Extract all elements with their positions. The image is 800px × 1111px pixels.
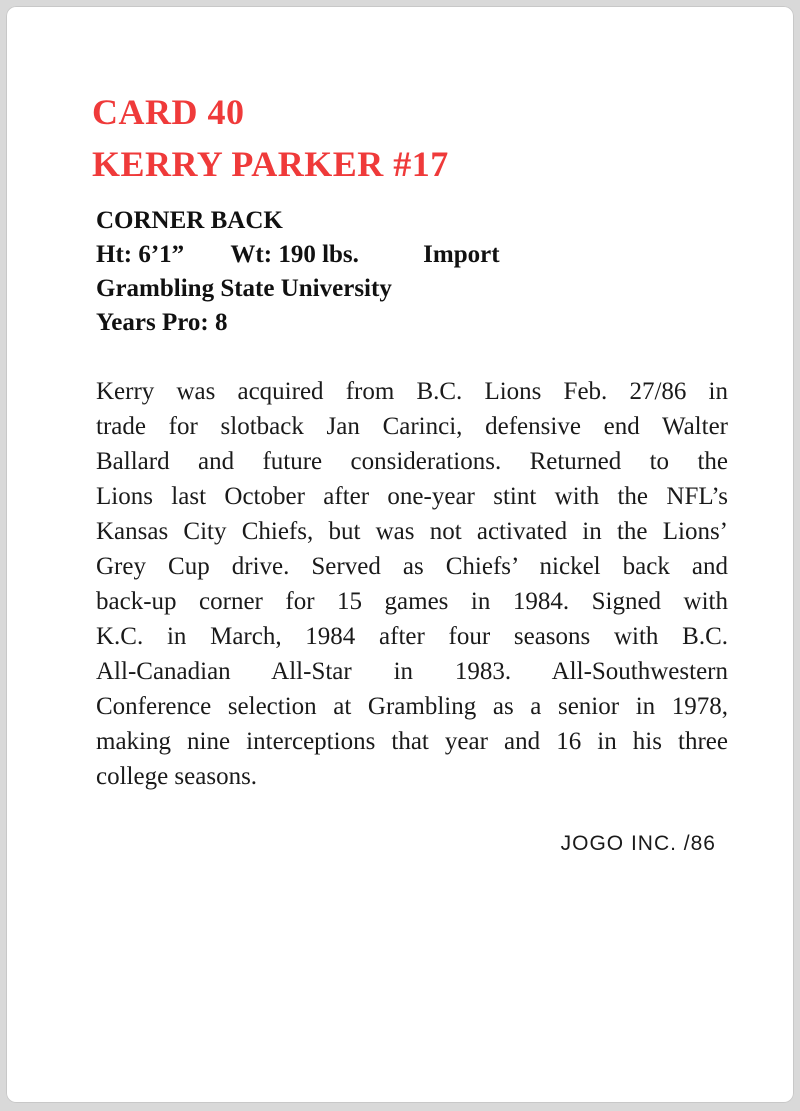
player-measurements bbox=[96, 238, 500, 272]
player-biography bbox=[96, 374, 728, 794]
publisher-credit: JOGO INC. /86 bbox=[560, 832, 716, 855]
bio-line: Conference selection at Grambling as a senior in 1978, bbox=[96, 693, 728, 720]
bio-line: college seasons. bbox=[96, 763, 258, 790]
player-years-pro: Years Pro: 8 bbox=[96, 309, 228, 336]
player-name: KERRY PARKER #17 bbox=[92, 144, 449, 184]
bio-line: Kerry was acquired from B.C. Lions Feb. 27/86 in bbox=[96, 378, 728, 405]
trading-card-back bbox=[6, 6, 794, 1103]
player-weight: Wt: 190 lbs. bbox=[230, 241, 359, 268]
player-college: Grambling State University bbox=[96, 275, 392, 302]
player-status: Import bbox=[423, 241, 500, 268]
player-height: Ht: 6’1” bbox=[96, 241, 185, 268]
bio-line: back-up corner for 15 games in 1984. Signed with bbox=[96, 588, 728, 615]
bio-line: Kansas City Chiefs, but was not activated in the Lions’ bbox=[96, 518, 728, 545]
bio-line: All-Canadian All-Star in 1983. All-Southwestern bbox=[96, 658, 728, 685]
bio-line: trade for slotback Jan Carinci, defensive end Walter bbox=[96, 413, 728, 440]
card-number: CARD 40 bbox=[92, 92, 245, 132]
bio-line: K.C. in March, 1984 after four seasons with B.C. bbox=[96, 623, 728, 650]
bio-line: Grey Cup drive. Served as Chiefs’ nickel back and bbox=[96, 553, 728, 580]
bio-line: making nine interceptions that year and 16 in his three bbox=[96, 728, 728, 755]
player-position: CORNER BACK bbox=[96, 207, 283, 234]
bio-line: Ballard and future considerations. Returned to the bbox=[96, 448, 728, 475]
player-info bbox=[96, 204, 500, 340]
bio-line: Lions last October after one-year stint with the NFL’s bbox=[96, 483, 728, 510]
